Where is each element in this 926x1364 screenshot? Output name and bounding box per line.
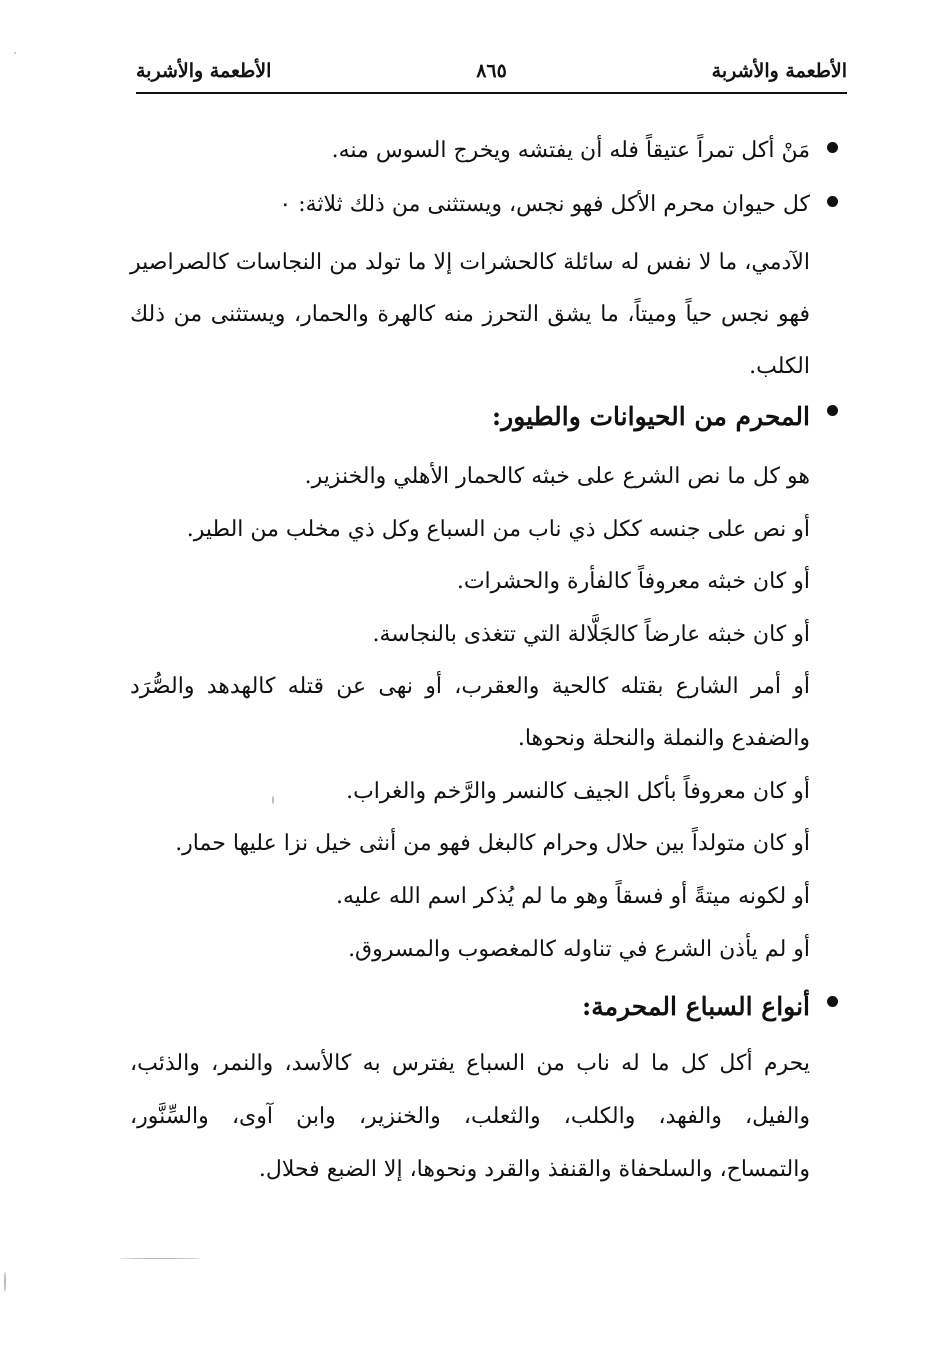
bullet-text-impure-animals: كل حيوان محرم الأكل فهو نجس، ويستثنى من ذلك ثلاثة: ٠ [279,192,810,217]
scan-speck [120,1258,200,1259]
header-left-title: الأطعمة والأشربة [136,60,272,82]
header-right-title: الأطعمة والأشربة [711,60,847,82]
scan-speck [4,1272,6,1292]
paragraph-line: أو كان خبثه معروفاً كالفأرة والحشرات. [456,569,810,594]
page-body [130,0,810,1364]
bullet-dot [827,196,838,207]
bullet-text-old-dates: مَنْ أكل تمراً عتيقاً فله أن يفتشه ويخرج السوس منه. [331,138,810,163]
page-number: ٨٦٥ [476,60,507,82]
paragraph-line: والفيل، والفهد، والكلب، والثعلب، والخنزير، وابن آوى، والسِّنَّور، [130,1104,810,1129]
scan-speck [14,52,16,54]
bullet-dot [827,142,838,153]
section-heading-haram: المحرم من الحيوانات والطيور: [491,402,810,431]
bullet-dot [827,996,838,1007]
paragraph-line: أو كان متولداً بين حلال وحرام كالبغل فهو من أنثى خيل نزا عليها حمار. [175,831,810,856]
scan-speck [272,796,274,804]
bullet-dot [827,405,838,416]
paragraph-line: أو أمر الشارع بقتله كالحية والعقرب، أو نهى عن قتله كالهدهد والصُّرَد [130,674,810,699]
paragraph-line: أو كان خبثه عارضاً كالجَلَّالة التي تتغذى بالنجاسة. [372,622,810,647]
paragraph-line: يحرم أكل كل ما له ناب من السباع يفترس به كالأسد، والنمر، والذئب، [130,1051,810,1076]
paragraph-line: الكلب. [749,354,810,379]
paragraph-line: هو كل ما نص الشرع على خبثه كالحمار الأهلي والخنزير. [304,464,810,489]
paragraph-line: أو كان معروفاً بأكل الجيف كالنسر والرَّخم والغراب. [346,779,810,804]
section-heading-sibaa: أنواع السباع المحرمة: [581,992,810,1021]
paragraph-line: فهو نجس حياً وميتاً، ما يشق التحرز منه كالهرة والحمار، ويستثنى من ذلك [130,302,810,327]
paragraph-line: أو نص على جنسه ككل ذي ناب من السباع وكل ذي مخلب من الطير. [186,517,810,542]
paragraph-line: أو لم يأذن الشرع في تناوله كالمغصوب والمسروق. [348,937,810,962]
paragraph-line: أو لكونه ميتةً أو فسقاً وهو ما لم يُذكر اسم الله عليه. [336,884,810,909]
paragraph-line: والتمساح، والسلحفاة والقنفذ والقرد ونحوها، إلا الضبع فحلال. [258,1157,810,1182]
paragraph-line: والضفدع والنملة والنحلة ونحوها. [517,726,810,751]
paragraph-line: الآدمي، ما لا نفس له سائلة كالحشرات إلا ما تولد من النجاسات كالصراصير [130,250,810,275]
